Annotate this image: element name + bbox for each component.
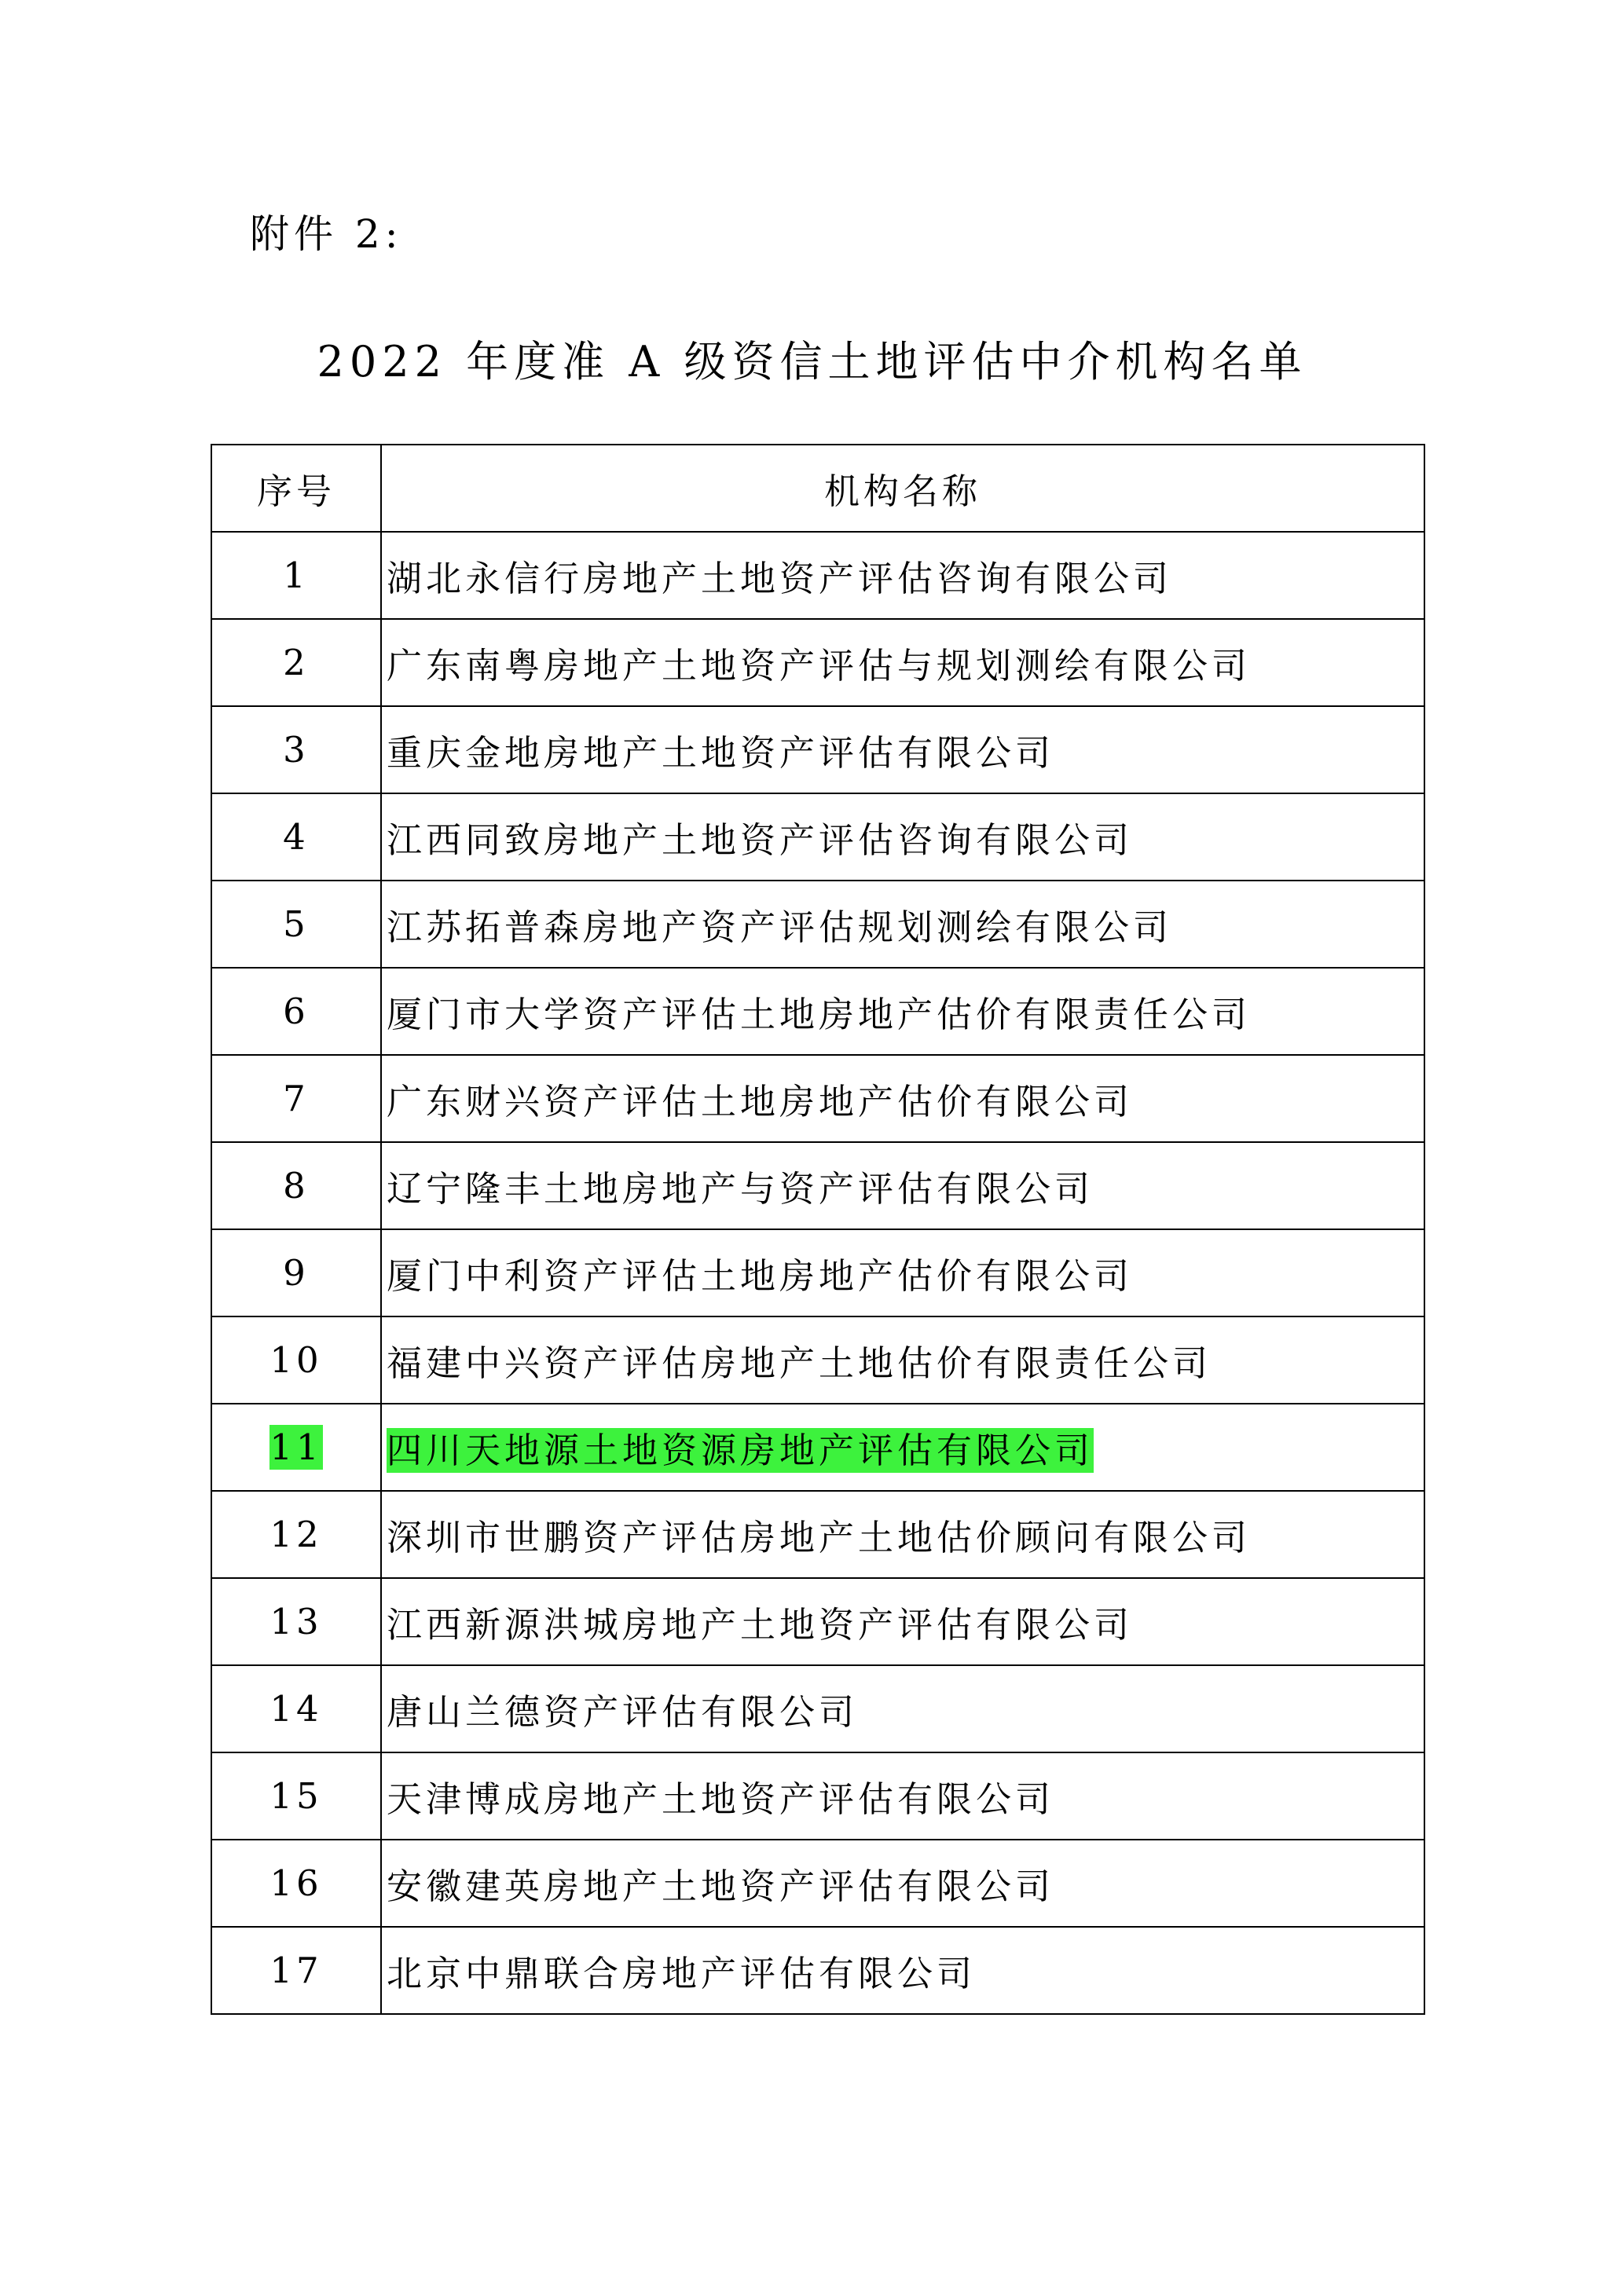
row-name-cell — [381, 619, 1424, 706]
table-row — [211, 1578, 1424, 1665]
table-row — [211, 1665, 1424, 1752]
row-seq: 12 — [269, 1514, 323, 1555]
table-row — [211, 1316, 1424, 1404]
row-org-name: 厦门市大学资产评估土地房地产估价有限责任公司 — [387, 994, 1252, 1035]
row-seq-cell — [211, 968, 381, 1055]
table-row — [211, 793, 1424, 881]
row-name-cell — [381, 1491, 1424, 1578]
row-org-name: 厦门中利资产评估土地房地产估价有限公司 — [387, 1255, 1134, 1297]
row-name-cell — [381, 1752, 1424, 1840]
row-seq-cell — [211, 793, 381, 881]
row-org-name: 湖北永信行房地产土地资产评估咨询有限公司 — [387, 558, 1173, 599]
table-row — [211, 1142, 1424, 1229]
header-seq: 序号 — [211, 445, 381, 532]
row-org-name: 深圳市世鹏资产评估房地产土地估价顾问有限公司 — [387, 1517, 1252, 1558]
table-row — [211, 1229, 1424, 1316]
row-seq-cell — [211, 1316, 381, 1404]
row-org-name: 辽宁隆丰土地房地产与资产评估有限公司 — [387, 1168, 1094, 1210]
row-org-name: 江西新源洪城房地产土地资产评估有限公司 — [387, 1604, 1134, 1646]
row-seq-cell — [211, 619, 381, 706]
table-row — [211, 1055, 1424, 1142]
row-org-name: 福建中兴资产评估房地产土地估价有限责任公司 — [387, 1342, 1212, 1384]
row-seq: 15 — [269, 1775, 323, 1817]
row-org-name: 江苏拓普森房地产资产评估规划测绘有限公司 — [387, 906, 1173, 948]
table-body — [211, 532, 1424, 2014]
table-header-row — [211, 445, 1424, 532]
attachment-label: 附件 2: — [250, 211, 403, 257]
row-seq: 7 — [283, 1078, 310, 1119]
row-seq: 16 — [269, 1862, 323, 1904]
row-name-cell — [381, 1055, 1424, 1142]
row-seq-cell — [211, 1055, 381, 1142]
row-name-cell — [381, 532, 1424, 619]
row-seq: 14 — [269, 1688, 323, 1730]
document-title: 2022 年度准 A 级资信土地评估中介机构名单 — [317, 337, 1307, 386]
row-name-cell — [381, 1229, 1424, 1316]
row-seq-cell — [211, 1578, 381, 1665]
row-seq: 11 — [269, 1426, 323, 1468]
table-row — [211, 532, 1424, 619]
row-org-name: 安徽建英房地产土地资产评估有限公司 — [387, 1866, 1055, 1907]
row-seq-cell — [211, 881, 381, 968]
organization-table — [211, 444, 1425, 2015]
row-seq-cell — [211, 532, 381, 619]
row-seq-cell — [211, 1491, 381, 1578]
table-row — [211, 881, 1424, 968]
row-seq: 2 — [283, 642, 310, 683]
row-name-cell — [381, 793, 1424, 881]
row-name-cell — [381, 1665, 1424, 1752]
row-seq: 10 — [269, 1339, 323, 1381]
row-seq-cell — [211, 1927, 381, 2014]
row-org-name: 江西同致房地产土地资产评估咨询有限公司 — [387, 819, 1134, 861]
row-org-name: 唐山兰德资产评估有限公司 — [387, 1691, 859, 1733]
row-name-cell — [381, 1142, 1424, 1229]
row-name-cell — [381, 1927, 1424, 2014]
row-seq-cell — [211, 1142, 381, 1229]
table-row — [211, 968, 1424, 1055]
row-org-name: 广东财兴资产评估土地房地产估价有限公司 — [387, 1081, 1134, 1122]
row-name-cell — [381, 1404, 1424, 1491]
row-name-cell — [381, 1840, 1424, 1927]
table-row — [211, 1927, 1424, 2014]
row-org-name: 重庆金地房地产土地资产评估有限公司 — [387, 732, 1055, 774]
row-seq: 8 — [283, 1165, 310, 1207]
row-org-name: 广东南粤房地产土地资产评估与规划测绘有限公司 — [387, 645, 1252, 687]
row-seq-cell — [211, 1229, 381, 1316]
row-seq: 9 — [283, 1252, 310, 1294]
row-name-cell — [381, 968, 1424, 1055]
row-seq: 13 — [269, 1601, 323, 1642]
row-seq: 5 — [283, 903, 310, 945]
row-org-name: 四川天地源土地资源房地产评估有限公司 — [387, 1430, 1094, 1471]
table-row-highlighted — [211, 1404, 1424, 1491]
row-seq-cell — [211, 706, 381, 793]
row-seq-cell — [211, 1752, 381, 1840]
row-seq-cell — [211, 1404, 381, 1491]
row-seq-cell — [211, 1840, 381, 1927]
table-row — [211, 706, 1424, 793]
table-row — [211, 1840, 1424, 1927]
row-org-name: 天津博成房地产土地资产评估有限公司 — [387, 1778, 1055, 1820]
table-row — [211, 619, 1424, 706]
row-seq-cell — [211, 1665, 381, 1752]
row-name-cell — [381, 1316, 1424, 1404]
row-seq: 17 — [269, 1950, 323, 1991]
row-name-cell — [381, 706, 1424, 793]
row-seq: 3 — [283, 729, 310, 771]
row-name-cell — [381, 1578, 1424, 1665]
row-name-cell — [381, 881, 1424, 968]
row-seq: 6 — [283, 991, 310, 1032]
table-row — [211, 1491, 1424, 1578]
row-org-name: 北京中鼎联合房地产评估有限公司 — [387, 1953, 977, 1994]
header-name: 机构名称 — [381, 445, 1424, 532]
row-seq: 1 — [283, 555, 310, 596]
table-row — [211, 1752, 1424, 1840]
row-seq: 4 — [283, 816, 310, 858]
